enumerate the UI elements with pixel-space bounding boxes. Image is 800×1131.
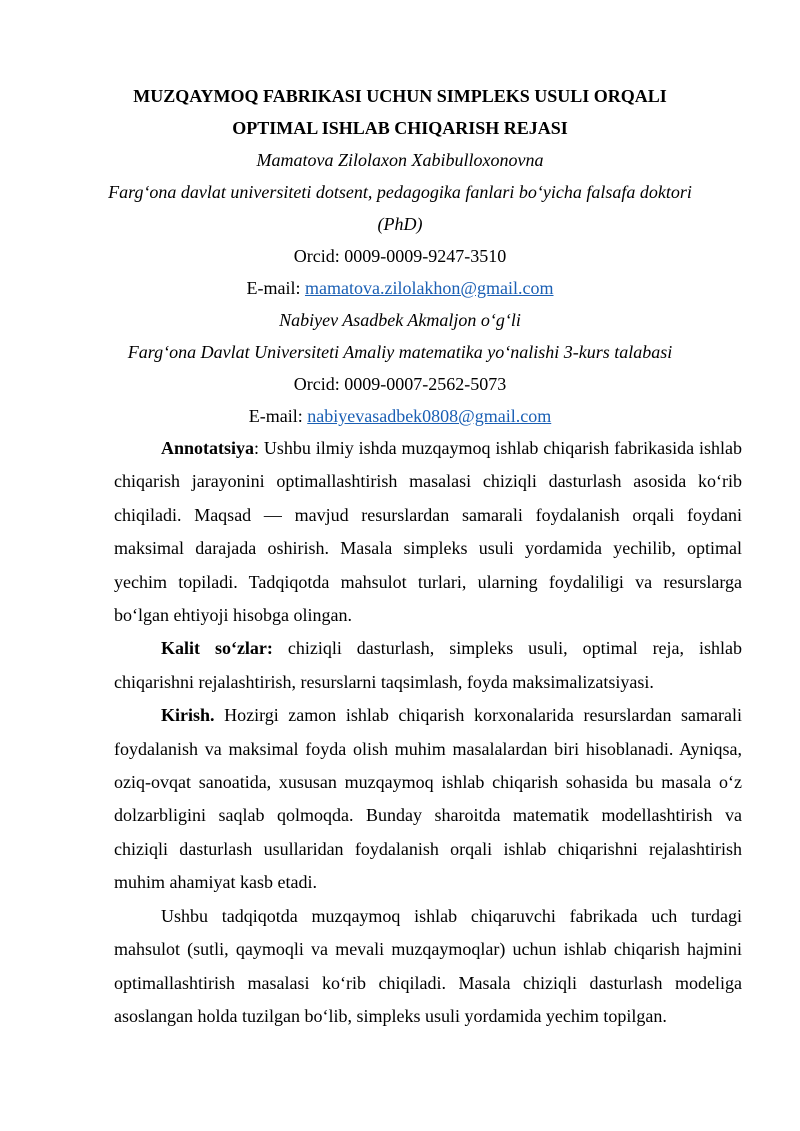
author-2-email-link[interactable]: nabiyevasadbek0808@gmail.com (307, 406, 552, 426)
paper-body (114, 432, 742, 1033)
annotation-label: Annotatsiya (161, 438, 255, 458)
annotation-paragraph (114, 432, 742, 632)
author-2-name: Nabiyev Asadbek Akmaljon o‘g‘li (279, 310, 521, 330)
author-1-orcid: Orcid: 0009-0009-9247-3510 (293, 246, 507, 266)
author-1-affiliation-degree: (PhD) (377, 214, 423, 234)
introduction-text: Hozirgi zamon ishlab chiqarish korxonalarida resurslardan samarali foydalanish va maksimal foyda olish muhim masalalardan biri hisoblanadi. Ayniqsa, oziq-ovqat sanoatida, xususan muzqaymoq ishlab chiqarish sohasida bu masala o‘z dolzarbligini saqlab qolmoqda. Bunday sharoitda matematik modellashtirish va chiziqli dasturlash usullaridan foydalanish orqali ishlab chiqarishni rejalashtirish muhim ahamiyat kasb etadi. (114, 705, 742, 893)
keywords-paragraph (114, 632, 742, 699)
paper-title-line-2: OPTIMAL ISHLAB CHIQARISH REJASI (232, 118, 568, 138)
author-2-email-label: E-mail: (248, 406, 308, 426)
keywords-text: chiziqli dasturlash, simpleks usuli, optimal reja, ishlab chiqarishni rejalashtirish, resurslarni taqsimlash, foyda maksimalizatsiyasi. (114, 638, 742, 692)
author-1-email-label: E-mail: (246, 278, 305, 298)
paper-title-line-1: MUZQAYMOQ FABRIKASI UCHUN SIMPLEKS USULI ORQALI (133, 86, 667, 106)
author-1-name: Mamatova Zilolaxon Xabibulloxonovna (256, 150, 544, 170)
author-1-email-link[interactable]: mamatova.zilolakhon@gmail.com (304, 278, 554, 298)
author-2-email-line (80, 400, 720, 432)
author-1-affiliation: Farg‘ona davlat universiteti dotsent, pedagogika fanlari bo‘yicha falsafa doktori (108, 182, 692, 202)
author-2-orcid: Orcid: 0009-0007-2562-5073 (293, 374, 507, 394)
keywords-label: Kalit so‘zlar: (161, 638, 273, 659)
body-paragraph-2: Ushbu tadqiqotda muzqaymoq ishlab chiqaruvchi fabrikada uch turdagi mahsulot (sutli, qaymoqli va mevali muzqaymoqlar) uchun ishlab chiqarish hajmini optimallashtirish masalasi ko‘rib chiqiladi. Masala chiziqli dasturlash modeliga asoslangan holda tuzilgan bo‘lib, simpleks usuli yordamida yechim topilgan. (114, 905, 742, 1026)
introduction-paragraph (114, 699, 742, 899)
author-1-email-line (80, 272, 720, 304)
author-2-affiliation: Farg‘ona Davlat Universiteti Amaliy matematika yo‘nalishi 3-kurs talabasi (127, 342, 673, 362)
introduction-label: Kirish. (161, 705, 215, 726)
annotation-text: : Ushbu ilmiy ishda muzqaymoq ishlab chiqarish fabrikasida ishlab chiqarish jarayonini optimallashtirish masalasi chiziqli dasturlash asosida ko‘rib chiqiladi. Maqsad — mavjud resurslardan samarali foydalanish orqali foydani maksimal darajada oshirish. Masala simpleks usuli yordamida yechilib, optimal yechim topiladi. Tadqiqotda mahsulot turlari, ularning foydaliligi va resurslarga bo‘lgan ehtiyoji hisobga olingan. (114, 438, 742, 626)
